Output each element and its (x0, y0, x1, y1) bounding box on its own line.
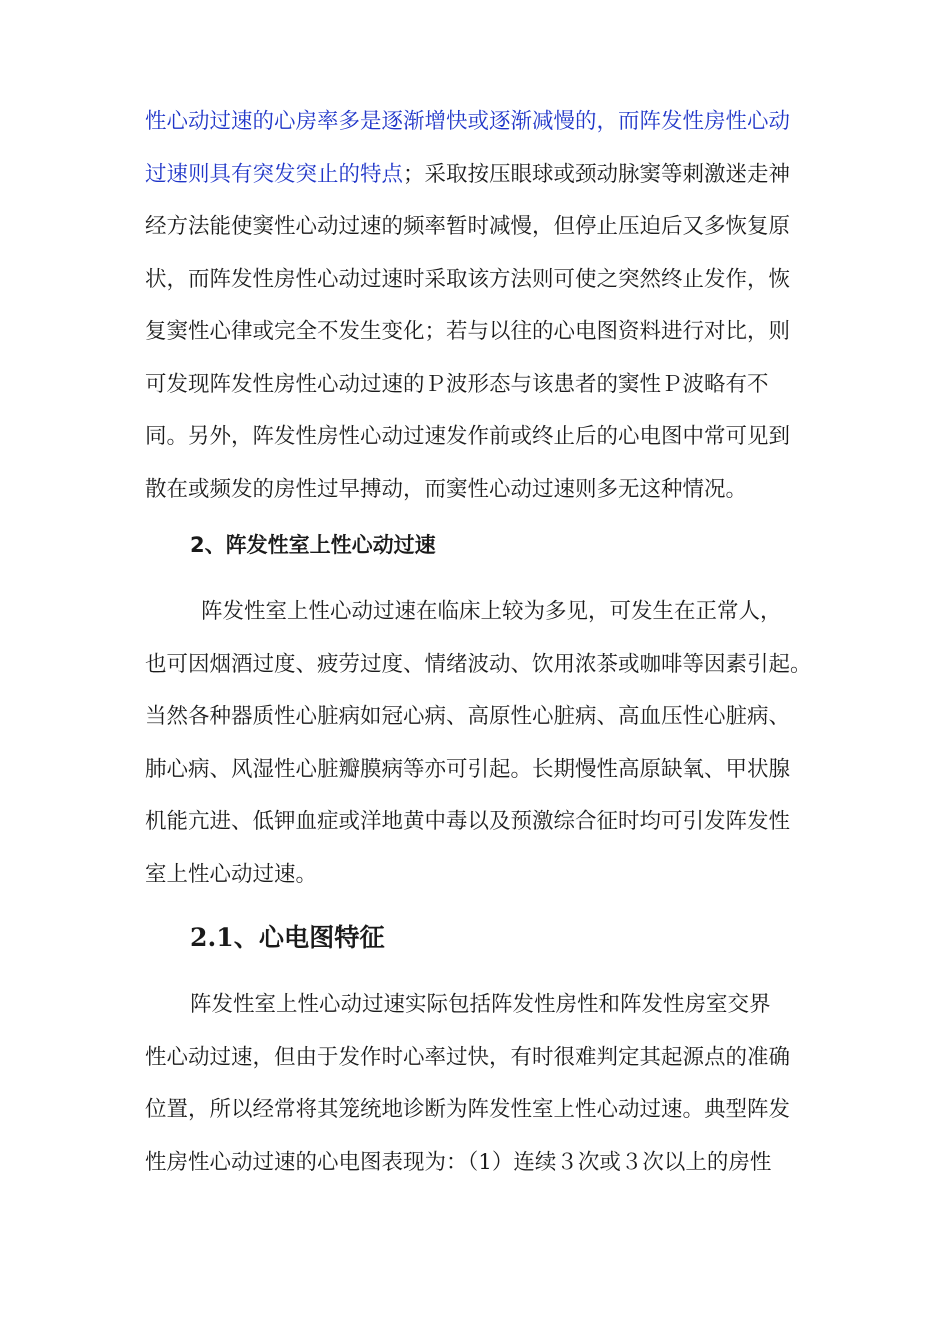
text-line: 阵发性室上性心动过速实际包括阵发性房性和阵发性房室交界 (190, 992, 771, 1017)
text-line: 状，而阵发性房性心动过速时采取该方法则可使之突然终止发作，恢 (145, 266, 791, 292)
text-line: 也可因烟酒过度、疲劳过度、情绪波动、饮用浓茶或咖啡等因素引起。 (145, 651, 812, 677)
text-line: 复窦性心律或完全不发生变化；若与以往的心电图资料进行对比，则 (145, 319, 791, 344)
text-line: 阵发性室上性心动过速在临床上较为多见，可发生在正常人， (201, 599, 782, 624)
text-line: 室上性心动过速。 (145, 861, 318, 887)
text-line: 机能亢进、低钾血症或洋地黄中毒以及预激综合征时均可引发阵发性 (145, 809, 791, 834)
text-line: 同。另外，阵发性房性心动过速发作前或终止后的心电图中常可见到 (145, 424, 791, 449)
section-heading: 2、阵发性室上性心动过速 (190, 533, 436, 557)
text-line: 过速则具有突发突止的特点；采取按压眼球或颈动脉窦等刺激迷走神 (145, 161, 791, 187)
text-line: 当然各种器质性心脏病如冠心病、高原性心脏病、高血压性心脏病、 (145, 704, 791, 729)
text-line: 性房性心动过速的心电图表现为：（1）连续３次或３次以上的房性 (145, 1149, 772, 1175)
text-line: 位置，所以经常将其笼统地诊断为阵发性室上性心动过速。典型阵发 (145, 1097, 791, 1122)
paragraph-atrial-tachycardia-comparison (145, 96, 817, 516)
subsection-heading: 2.1、心电图特征 (190, 922, 385, 952)
paragraph-ecg-features (145, 979, 817, 1189)
text-line: 经方法能使窦性心动过速的频率暂时减慢，但停止压迫后又多恢复原 (145, 214, 791, 239)
highlighted-text: 性心动过速的心房率多是逐渐增快或逐渐减慢的，而阵发性房性心动 (145, 109, 791, 134)
text-line: 散在或频发的房性过早搏动，而窦性心动过速则多无这种情况。 (145, 476, 748, 502)
text-line: 可发现阵发性房性心动过速的Ｐ波形态与该患者的窦性Ｐ波略有不 (145, 371, 769, 397)
paragraph-svt-causes (145, 586, 817, 901)
text-line: 性心动过速，但由于发作时心率过快，有时很难判定其起源点的准确 (145, 1044, 791, 1070)
text-line: 肺心病、风湿性心脏瓣膜病等亦可引起。长期慢性高原缺氧、甲状腺 (145, 756, 791, 782)
text-line (145, 96, 817, 149)
highlighted-text: 过速则具有突发突止的特点 (145, 161, 404, 187)
